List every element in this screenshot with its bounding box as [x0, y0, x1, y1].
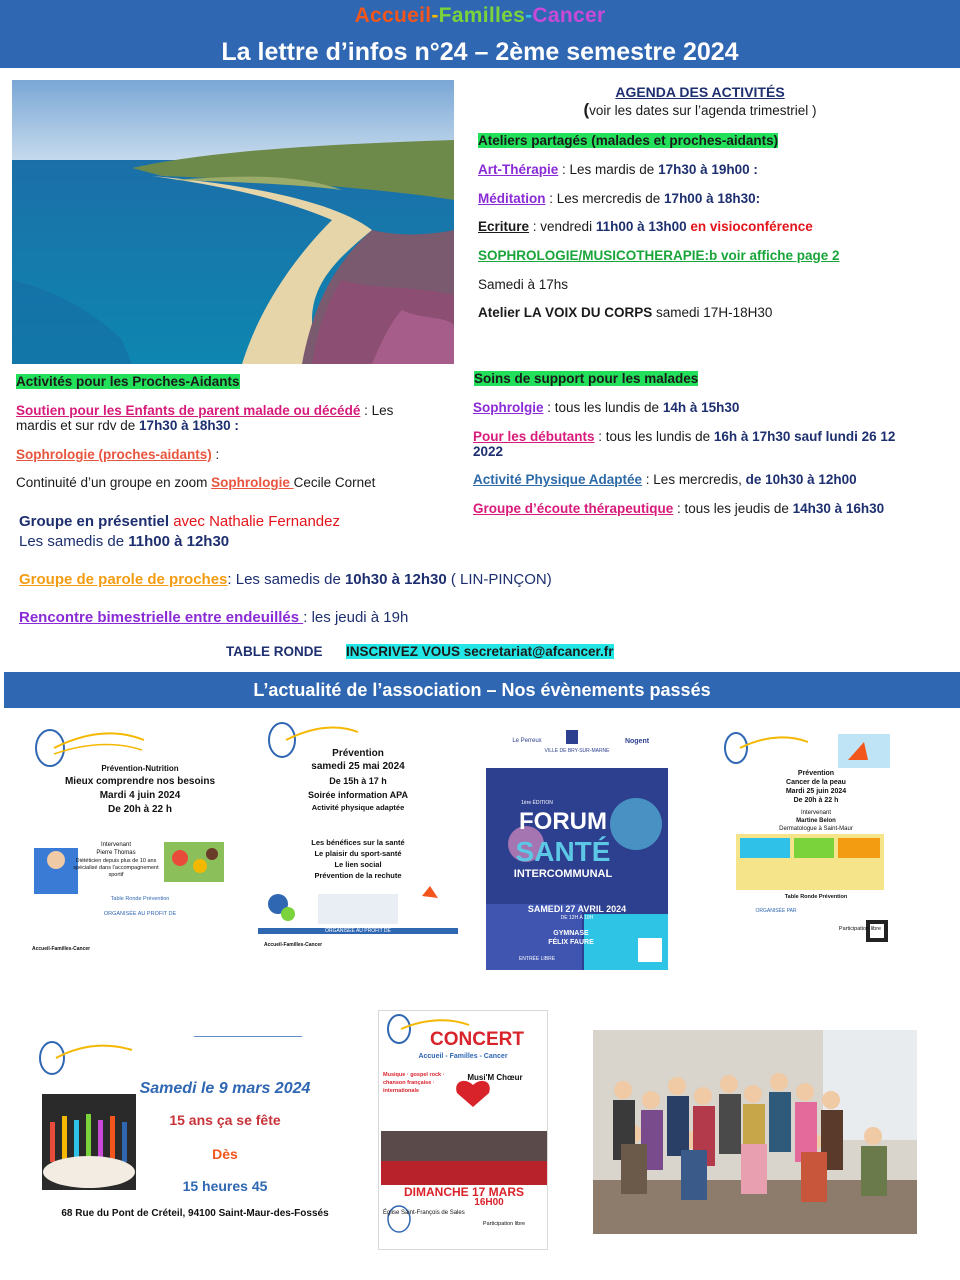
apa-text: : Les mercredis, [642, 472, 746, 487]
agenda-subtitle [480, 101, 920, 119]
coastal-landscape-photo [12, 80, 454, 364]
poster-nutrition [24, 718, 256, 1000]
voice-workshop-label: Atelier LA VOIX DU CORPS [478, 305, 653, 320]
brand-part: - [431, 4, 439, 27]
zoom-sophro-link[interactable]: Sophrologie [211, 475, 294, 490]
support-sophro-row [473, 399, 953, 416]
p4-org: ORGANISÉE PAR [755, 908, 797, 914]
p1-date: Mardi 4 juin 2024 [99, 790, 181, 801]
listening-text: : tous les jeudis de [673, 501, 793, 516]
signup-row [346, 643, 614, 660]
listening-row [473, 500, 953, 517]
brand-part: Familles [438, 4, 526, 27]
p5-line1: 15 ans ça se fête [169, 1112, 281, 1128]
p3-venue2: FÉLIX FAURE [548, 939, 594, 946]
p4-theme: Prévention [797, 770, 835, 777]
support-heading [474, 370, 698, 387]
caregivers-sophro-colon: : [211, 447, 220, 462]
sophro-music-link[interactable]: SOPHROLOGIE/MUSICOTHERAPIE:b voir affiche page 2 [478, 248, 840, 263]
p6-title: CONCERT [430, 1029, 524, 1050]
poster-15-years [30, 1036, 360, 1232]
children-support-time: 17h30 à 18h30 : [139, 418, 239, 433]
p4-name: Martine Belon [796, 818, 836, 824]
zoom-name: Cecile Cornet [293, 475, 376, 490]
children-support-row2 [16, 417, 456, 434]
p6-assoc: Accueil - Familles - Cancer [418, 1053, 508, 1060]
art-therapy-link[interactable]: Art-Thérapie [478, 162, 559, 177]
p3-forum: FORUM [519, 808, 607, 835]
poster-concert [378, 1010, 548, 1250]
talk-group-link[interactable]: Groupe de parole de proches [19, 571, 228, 588]
p2-b2: Le plaisir du sport-santé [314, 849, 402, 858]
meditation-text: : Les mercredis de [545, 191, 665, 206]
children-support-text2: mardis et sur rdv de [16, 418, 140, 433]
p4-time: De 20h à 22 h [793, 797, 839, 804]
talk-group-place: ( LIN-PINÇON) [446, 571, 552, 588]
grief-link[interactable]: Rencontre bimestrielle entre endeuillés [19, 609, 304, 626]
brand-part: Accueil [354, 4, 432, 27]
talk-group-row [19, 570, 739, 589]
p2-theme: Prévention [332, 748, 384, 759]
p6-entry: Participation libre [482, 1221, 526, 1227]
writing-visio: en visioconférence [686, 219, 813, 234]
writing-row [478, 218, 948, 235]
beginners-year: 2022 [473, 444, 504, 459]
brand-part: Cancer [532, 4, 606, 27]
p3-town1: Le Perreux [512, 738, 542, 744]
p5-address: 68 Rue du Pont de Créteil, 94100 Saint-Maur-des-Fossés [61, 1208, 329, 1219]
apa-link[interactable]: Activité Physique Adaptée [473, 472, 643, 487]
birthday-cake-icon [30, 1036, 360, 1232]
p1-speaker: Intervenant [100, 842, 132, 848]
p3-edition: 1ère ÉDITION [521, 800, 553, 806]
p5-line2: Dès [212, 1146, 238, 1162]
p2-b3: Le lien social [334, 860, 382, 869]
p1-footer: Table Ronde Prévention [110, 896, 170, 902]
inperson-group-label: Groupe en présentiel [19, 513, 170, 530]
meditation-row [478, 190, 948, 207]
poster-skin-cancer [718, 730, 914, 974]
p6-time: 16H00 [474, 1197, 504, 1208]
p4-footer: Table Ronde Prévention [784, 894, 848, 900]
p1-theme: Prévention-Nutrition [101, 764, 179, 773]
voice-workshop-row [478, 304, 948, 321]
group-photo [593, 1030, 917, 1234]
p3-inter: INTERCOMMUNAL [513, 868, 613, 880]
p1-name: Pierre Thomas [96, 850, 136, 856]
brand-title [0, 4, 960, 28]
talk-group-text: : Les samedis de [227, 571, 345, 588]
agenda-paren: ( [583, 100, 590, 119]
support-sophro-time: 14h à 15h30 [662, 400, 740, 415]
saturday-text: Samedi à 17hs [478, 277, 569, 292]
beginners-text: : tous les lundis de [594, 429, 714, 444]
header-band [0, 0, 960, 68]
p3-city: VILLE DE BRY-SUR-MARNE [544, 748, 610, 754]
meditation-link[interactable]: Méditation [478, 191, 546, 206]
p1-assoc: Accueil-Familles-Cancer [32, 946, 91, 952]
voice-workshop-text: samedi 17H-18H30 [652, 305, 773, 320]
p2-sub: Activité physique adaptée [311, 803, 405, 812]
p3-venue1: GYMNASE [553, 930, 589, 937]
zoom-row [16, 474, 456, 491]
writing-text: : vendredi [529, 219, 596, 234]
meditation-time: 17h00 à 18h30: [664, 191, 761, 206]
p3-entry: ENTRÉE LIBRE [518, 956, 556, 962]
inperson-group-with: avec Nathalie Fernandez [169, 513, 340, 530]
talk-group-time: 10h30 à 12h30 [344, 571, 447, 588]
afc-logo-icon [718, 730, 914, 974]
apa-time: de 10h30 à 12h00 [745, 472, 857, 487]
p6-genres: Musique · gospel rock · chanson française · internationale [383, 1072, 445, 1094]
support-sophro-link[interactable]: Sophrolgie [473, 400, 544, 415]
p1-time: De 20h à 22 h [108, 804, 172, 815]
beginners-link[interactable]: Pour les débutants [473, 429, 595, 444]
p4-role: Dermatologue à Saint-Maur [779, 826, 853, 832]
agenda-title: AGENDA DES ACTIVITÉS [615, 84, 785, 100]
caregivers-heading [16, 373, 240, 390]
news-title: L’actualité de l’association – Nos évènements passés [253, 680, 711, 700]
shared-workshops-heading [478, 132, 778, 149]
p2-assoc: Accueil-Familles-Cancer [264, 942, 323, 948]
brand-part: - [525, 4, 533, 27]
p5-date: Samedi le 9 mars 2024 [139, 1080, 311, 1097]
p4-entry: Participation libre [838, 926, 882, 932]
round-table-label: TABLE RONDE [226, 644, 323, 659]
writing-time: 11h00 à 13h00 [595, 219, 687, 234]
p1-title: Mieux comprendre nos besoins [64, 776, 216, 787]
p2-b1: Les bénéfices sur la santé [311, 838, 405, 847]
p2-title: Soirée information APA [307, 790, 408, 800]
children-support-text1: : Les [360, 403, 394, 418]
p4-title: Cancer de la peau [786, 779, 846, 786]
beginners-time: 16h à 17h30 sauf lundi 26 12 [713, 429, 896, 444]
caregivers-heading-text: Activités pour les Proches-Aidants [16, 374, 240, 389]
p2-b4: Prévention de la rechute [314, 871, 402, 880]
news-band [4, 672, 960, 708]
p3-town2: Nogent [624, 738, 650, 745]
caregivers-sophro-link[interactable]: Sophrologie (proches-aidants) [16, 447, 212, 462]
inperson-group-time: 11h00 à 12h30 [128, 533, 230, 550]
art-therapy-time: 17h30 à 19h00 : [658, 162, 758, 177]
inperson-group-days: Les samedis de [19, 533, 129, 550]
listening-time: 14h30 à 16h30 [792, 501, 885, 516]
p5-line3: 15 heures 45 [182, 1178, 268, 1194]
support-sophro-text: : tous les lundis de [543, 400, 663, 415]
caregivers-sophro-row [16, 446, 219, 463]
newsletter-title: La lettre d’infos n°24 – 2ème semestre 2024 [221, 38, 739, 66]
inperson-group-row [19, 512, 340, 531]
art-therapy-text: : Les mardis de [558, 162, 659, 177]
poster-apa [258, 718, 458, 1000]
p6-choir: Musi'M Chœur [467, 1073, 523, 1082]
art-therapy-row [478, 161, 948, 178]
poster-forum-sante [486, 724, 668, 970]
zoom-text: Continuité d’un groupe en zoom [16, 475, 212, 490]
p2-date: samedi 25 mai 2024 [311, 761, 405, 772]
p4-speaker: Intervenant [800, 810, 832, 816]
p2-time: De 15h à 17 h [329, 776, 387, 786]
p2-org: ORGANISÉE AU PROFIT DE [325, 928, 391, 934]
p3-hours: DE 12H À 18H [560, 915, 594, 921]
p6-date: DIMANCHE 17 MARS [403, 1185, 524, 1199]
p3-sante: SANTÉ [515, 836, 611, 867]
p4-date: Mardi 25 juin 2024 [785, 788, 847, 795]
listening-link[interactable]: Groupe d’écoute thérapeutique [473, 501, 674, 516]
apa-row [473, 471, 953, 488]
signup-email[interactable]: INSCRIVEZ VOUS secretariat@afcancer.fr [346, 644, 614, 659]
beginners-row [473, 428, 953, 445]
agenda-subtitle-text: voir les dates sur l’agenda trimestriel ) [589, 103, 817, 118]
grief-text: : les jeudi à 19h [303, 609, 409, 626]
children-support-link[interactable]: Soutien pour les Enfants de parent malade ou décédé [16, 403, 361, 418]
writing-link[interactable]: Ecriture [478, 219, 530, 234]
inperson-group-row2 [19, 532, 229, 551]
p1-org: ORGANISÉE AU PROFIT DE [103, 911, 177, 917]
p6-church: Église Saint-François de Sales [383, 1210, 465, 1216]
shared-workshops-text: Ateliers partagés (malades et proches-aidants) [478, 133, 779, 148]
p1-role: Diététicien depuis plus de 10 ans spécialisé dans l’accompagnement sportif [73, 858, 159, 878]
support-heading-text: Soins de support pour les malades [474, 371, 699, 386]
grief-row [19, 608, 739, 627]
p3-date: SAMEDI 27 AVRIL 2024 [527, 904, 627, 914]
